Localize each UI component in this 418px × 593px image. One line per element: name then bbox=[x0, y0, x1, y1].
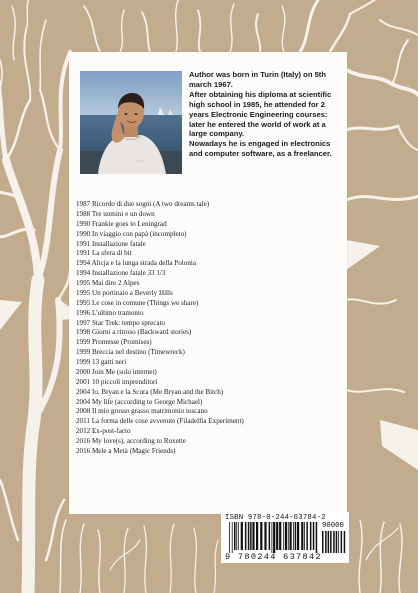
work-title: Tre uomini e un down bbox=[91, 209, 155, 218]
work-title: Mele a Metà (Magic Friends) bbox=[91, 446, 176, 455]
work-title: My love(s), according to Roxette bbox=[91, 437, 186, 445]
work-title: Installazione fatale 33 1/3 bbox=[91, 269, 166, 278]
list-item bbox=[76, 437, 344, 447]
work-title: Io, Bryan e la Scura (Me Bryan and the Bitch) bbox=[91, 387, 224, 396]
work-year: 2000 bbox=[76, 367, 91, 376]
work-title: La forma delle cose avvenute (Filadelfia Experiment) bbox=[91, 417, 244, 426]
work-title: 10 piccoli imprenditori bbox=[91, 377, 158, 386]
work-year: 1998 bbox=[76, 328, 91, 337]
list-item bbox=[76, 358, 344, 368]
list-item bbox=[76, 368, 344, 378]
list-item bbox=[76, 200, 344, 210]
list-item bbox=[76, 309, 344, 319]
work-title: Star Trek: tempo sprecato bbox=[91, 318, 166, 327]
work-title: Promesse (Promises) bbox=[91, 338, 152, 347]
list-item bbox=[76, 398, 344, 408]
work-title: In viaggio con papà (incompleto) bbox=[91, 229, 187, 238]
list-item bbox=[76, 240, 344, 250]
work-year: 1991 bbox=[76, 239, 91, 248]
work-title: My life (according to George Michael) bbox=[91, 397, 203, 406]
work-year: 1994 bbox=[76, 269, 91, 278]
work-year: 1996 bbox=[76, 308, 91, 317]
isbn-label: ISBN 978-0-244-63784-2 bbox=[225, 514, 326, 522]
list-item bbox=[76, 210, 344, 220]
list-item bbox=[76, 378, 344, 388]
list-item bbox=[76, 249, 344, 259]
list-item bbox=[76, 319, 344, 329]
list-item bbox=[76, 279, 344, 289]
list-item bbox=[76, 328, 344, 338]
work-year: 1988 bbox=[76, 209, 91, 218]
list-item bbox=[76, 299, 344, 309]
work-year: 2001 bbox=[76, 377, 91, 386]
work-year: 1995 bbox=[76, 288, 91, 297]
bio-paragraph: After obtaining his diploma at scientific high school in 1985, he attended for 2 years Electronic Engineering courses: later he entered the world of work at a large company. bbox=[189, 89, 332, 139]
list-item bbox=[76, 407, 344, 417]
work-title: Installazione fatale bbox=[91, 239, 146, 248]
bio-paragraph: Nowadays he is engaged in electronics and computer software, as a freelancer. bbox=[189, 139, 332, 159]
work-title: L'ultimo tramonto bbox=[91, 308, 144, 317]
list-item bbox=[76, 259, 344, 269]
list-item bbox=[76, 348, 344, 358]
work-year: 2011 bbox=[76, 417, 90, 426]
list-item bbox=[76, 289, 344, 299]
work-title: Breccia nel destino (Timewreck) bbox=[91, 348, 185, 357]
work-year: 1999 bbox=[76, 358, 91, 366]
work-year: 2004 bbox=[76, 387, 91, 396]
bio-paragraph: Author was born in Turin (Italy) on 5th march 1967. bbox=[189, 70, 326, 89]
work-title: Il mio grosso grasso matrimonio toscano bbox=[91, 407, 208, 416]
work-year: 2012 bbox=[76, 427, 91, 436]
work-year: 1991 bbox=[76, 249, 91, 258]
ean-digits: 9 780244 637842 bbox=[225, 552, 322, 562]
author-photo bbox=[80, 71, 182, 174]
work-year: 1995 bbox=[76, 279, 91, 287]
work-title: La sfera di bit bbox=[91, 249, 132, 258]
isbn-barcode bbox=[221, 512, 349, 563]
work-year: 1990 bbox=[76, 219, 91, 228]
list-item bbox=[76, 269, 344, 279]
work-title: Ricordo di due sogni (A two dreams tale) bbox=[91, 200, 210, 208]
work-title: Un portinaio a Beverly Hills bbox=[91, 288, 173, 297]
work-year: 1997 bbox=[76, 318, 91, 327]
price-code: 90000 bbox=[322, 522, 344, 530]
list-item bbox=[76, 427, 344, 437]
work-title: Frankie goes to Leningrad bbox=[91, 219, 167, 228]
list-item bbox=[76, 388, 344, 398]
author-bio bbox=[189, 70, 341, 159]
list-item bbox=[76, 220, 344, 230]
work-year: 1987 bbox=[76, 200, 91, 208]
work-year: 2008 bbox=[76, 407, 91, 416]
work-year: 1999 bbox=[76, 338, 91, 347]
work-year: 1990 bbox=[76, 229, 91, 238]
list-item bbox=[76, 338, 344, 348]
list-item bbox=[76, 230, 344, 240]
work-title: 13 gatti neri bbox=[91, 358, 127, 366]
work-title: Join Me (solo internet) bbox=[91, 367, 157, 376]
work-title: Alicja e la lunga strada della Polonia bbox=[91, 259, 196, 268]
work-year: 1995 bbox=[76, 298, 91, 307]
work-title: Giorni a ritroso (Backward stories) bbox=[91, 328, 192, 337]
list-item bbox=[76, 417, 344, 427]
work-title: Le cose in comune (Things we share) bbox=[91, 298, 199, 307]
work-year: 1994 bbox=[76, 259, 91, 268]
work-title: Mai dire 2 Alpes bbox=[91, 279, 140, 287]
work-year: 1999 bbox=[76, 348, 91, 357]
work-title: Ex-post-facto bbox=[91, 427, 131, 436]
bibliography-list bbox=[76, 200, 344, 457]
work-year: 2004 bbox=[76, 397, 91, 406]
list-item bbox=[76, 447, 344, 457]
work-year: 2016 bbox=[76, 446, 91, 455]
work-year: 2016 bbox=[76, 437, 91, 445]
